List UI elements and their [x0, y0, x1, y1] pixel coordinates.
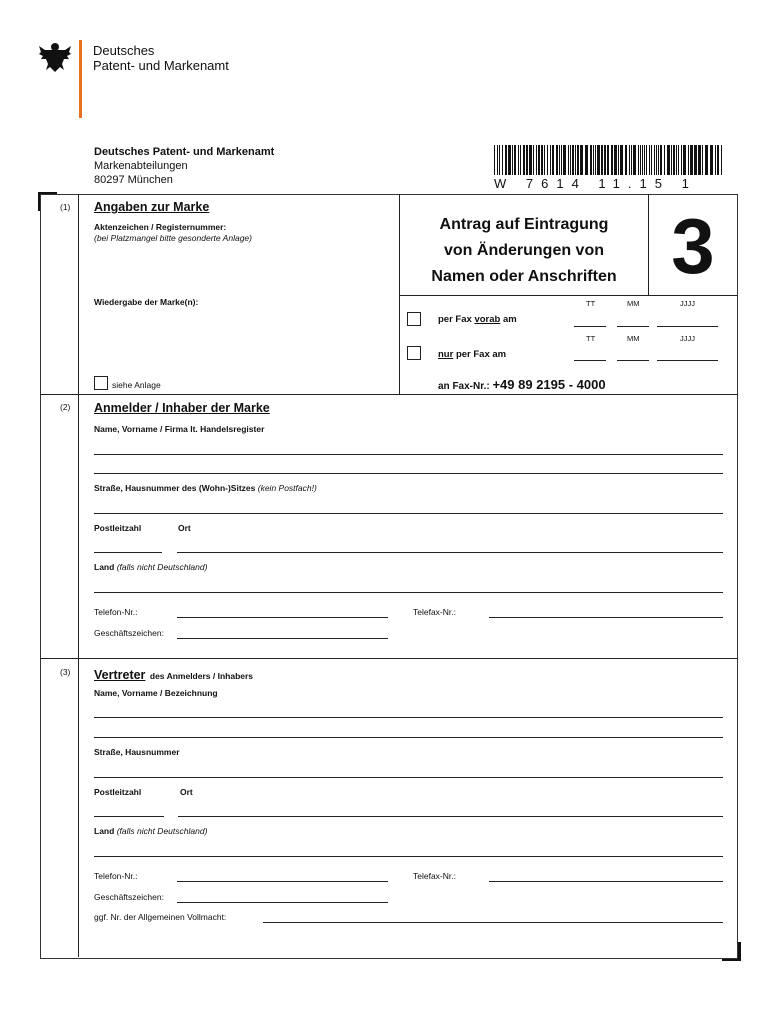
s2-telefax-field[interactable] — [489, 617, 723, 618]
section-1-title: Angaben zur Marke — [94, 200, 210, 214]
barcode-bar — [585, 145, 588, 175]
barcode-bar — [690, 145, 693, 175]
section-3-title-main: Vertreter — [94, 668, 146, 682]
fax1-tt-field[interactable] — [574, 326, 606, 327]
fax1-jjjj-field[interactable] — [657, 326, 718, 327]
barcode-bar — [520, 145, 521, 175]
barcode-bar — [717, 145, 719, 175]
barcode-bar — [656, 145, 657, 175]
siehe-anlage-checkbox[interactable] — [94, 376, 108, 390]
s2-land-hint: (falls nicht Deutschland) — [116, 562, 208, 572]
s3-ort-field[interactable] — [178, 816, 723, 817]
barcode-bar — [618, 145, 619, 175]
barcode — [494, 145, 724, 179]
barcode-bar — [688, 145, 689, 175]
barcode-text: W 7614 11.15 1 — [494, 176, 697, 191]
s3-land-label — [94, 826, 207, 836]
nur-fax-checkbox[interactable] — [407, 346, 421, 360]
barcode-bar — [607, 145, 609, 175]
s2-zeichen-field[interactable] — [177, 638, 388, 639]
s2-land-label — [94, 562, 207, 572]
s3-telefon-label: Telefon-Nr.: — [94, 871, 138, 881]
orange-accent-bar — [79, 40, 82, 118]
barcode-bar — [694, 145, 697, 175]
s2-name-field-2[interactable] — [94, 473, 723, 474]
form-title — [400, 212, 648, 290]
s3-street-field[interactable] — [94, 777, 723, 778]
s3-land-field[interactable] — [94, 856, 723, 857]
barcode-bar — [533, 145, 534, 175]
fax-vorab-label — [438, 314, 517, 325]
s2-name-label: Name, Vorname / Firma lt. Handelsregister — [94, 424, 265, 434]
barcode-bar — [538, 145, 540, 175]
barcode-bar — [721, 145, 722, 175]
recipient-address — [94, 145, 274, 187]
barcode-bar — [593, 145, 594, 175]
barcode-bar — [651, 145, 652, 175]
barcode-bar — [715, 145, 716, 175]
fax-number-label: an Fax-Nr.: — [438, 381, 493, 392]
s2-telefon-field[interactable] — [177, 617, 388, 618]
address-line-2: Markenabteilungen — [94, 160, 188, 172]
form-title-line-1: Antrag auf Eintragung — [439, 216, 609, 233]
address-line-3: 80297 München — [94, 174, 173, 186]
form-title-line-2: von Änderungen von — [444, 242, 604, 259]
fax1-date-tt: TT — [586, 299, 596, 308]
barcode-bar — [523, 145, 525, 175]
barcode-bar — [552, 145, 554, 175]
barcode-bar — [559, 145, 560, 175]
s2-zeichen-label: Geschäftszeichen: — [94, 628, 164, 638]
fax1-date-jjjj: JJJJ — [680, 299, 695, 308]
s2-land-label-text: Land — [94, 562, 115, 572]
s3-vollmacht-label: ggf. Nr. der Allgemeinen Vollmacht: — [94, 912, 227, 922]
section-3-title-suffix: des Anmelders / Inhabers — [149, 671, 254, 681]
barcode-bar — [505, 145, 507, 175]
s2-plz-field[interactable] — [94, 552, 162, 553]
agency-name — [93, 43, 229, 73]
s3-name-field-2[interactable] — [94, 737, 723, 738]
barcode-bar — [620, 145, 623, 175]
s3-land-label-text: Land — [94, 826, 115, 836]
barcode-bar — [556, 145, 558, 175]
barcode-bar — [633, 145, 636, 175]
barcode-bar — [683, 145, 686, 175]
barcode-bar — [705, 145, 708, 175]
fax2-date-mm: MM — [627, 334, 640, 343]
address-line-1: Deutsches Patent- und Markenamt — [94, 146, 275, 158]
barcode-bar — [597, 145, 600, 175]
form-frame — [40, 194, 738, 959]
fax-vorab-post: am — [500, 314, 517, 325]
barcode-bar — [570, 145, 571, 175]
barcode-bar — [681, 145, 682, 175]
s2-street-hint: (kein Postfach!) — [257, 483, 317, 493]
federal-eagle-logo — [38, 40, 72, 74]
barcode-bar — [646, 145, 647, 175]
barcode-bar — [544, 145, 545, 175]
s3-name-field-1[interactable] — [94, 717, 723, 718]
s3-zeichen-label: Geschäftszeichen: — [94, 892, 164, 902]
fax-vorab-underlined: vorab — [474, 314, 501, 325]
barcode-bar — [502, 145, 503, 175]
barcode-bar — [499, 145, 500, 175]
barcode-bar — [614, 145, 617, 175]
barcode-bar — [590, 145, 592, 175]
barcode-bar — [494, 145, 495, 175]
fax2-date-jjjj: JJJJ — [680, 334, 695, 343]
barcode-bar — [644, 145, 645, 175]
barcode-bar — [561, 145, 562, 175]
section-divider-2-3 — [40, 658, 737, 659]
fax-number-line — [438, 376, 606, 394]
s3-zeichen-field[interactable] — [177, 902, 388, 903]
barcode-bar — [580, 145, 583, 175]
fax2-jjjj-field[interactable] — [657, 360, 718, 361]
section-1-number: (1) — [60, 202, 71, 212]
section-3-number: (3) — [60, 667, 71, 677]
barcode-bar — [640, 145, 641, 175]
barcode-bar — [638, 145, 639, 175]
barcode-bar — [577, 145, 579, 175]
barcode-bar — [676, 145, 677, 175]
barcode-bar — [673, 145, 675, 175]
s3-name-label: Name, Vorname / Bezeichnung — [94, 688, 218, 698]
nur-fax-underlined: nur — [438, 349, 454, 360]
barcode-bar — [625, 145, 627, 175]
barcode-bar — [667, 145, 670, 175]
fax1-mm-field[interactable] — [617, 326, 649, 327]
fax1-date-mm: MM — [627, 299, 640, 308]
s3-plz-field[interactable] — [94, 816, 164, 817]
section-3-title — [94, 666, 253, 684]
aktenzeichen-label: Aktenzeichen / Registernummer: — [94, 222, 227, 232]
barcode-bar — [649, 145, 650, 175]
aktenzeichen-hint: (bei Platzmangel bitte gesonderte Anlage) — [94, 233, 252, 243]
barcode-bar — [710, 145, 713, 175]
fax-vorab-pre: per Fax — [438, 314, 475, 325]
s3-telefax-label: Telefax-Nr.: — [413, 871, 456, 881]
barcode-bar — [563, 145, 566, 175]
nur-fax-post: per Fax am — [453, 349, 507, 360]
barcode-bar — [678, 145, 679, 175]
barcode-bar — [536, 145, 537, 175]
barcode-bar — [508, 145, 511, 175]
fax-vorab-checkbox[interactable] — [407, 312, 421, 326]
s2-telefax-label: Telefax-Nr.: — [413, 607, 456, 617]
s3-plz-label: Postleitzahl — [94, 787, 142, 797]
barcode-bar — [568, 145, 569, 175]
s2-street-label-text: Straße, Hausnummer des (Wohn-)Sitzes — [94, 483, 256, 493]
barcode-bar — [698, 145, 701, 175]
wiedergabe-label: Wiedergabe der Marke(n): — [94, 297, 199, 307]
barcode-bar — [541, 145, 543, 175]
section-2-title: Anmelder / Inhaber der Marke — [94, 401, 270, 415]
agency-line-1: Deutsches — [93, 43, 155, 58]
barcode-bar — [526, 145, 528, 175]
s2-name-field-1[interactable] — [94, 454, 723, 455]
barcode-bar — [529, 145, 532, 175]
fax2-tt-field[interactable] — [574, 360, 606, 361]
s3-land-hint: (falls nicht Deutschland) — [116, 826, 208, 836]
s2-ort-label: Ort — [178, 523, 191, 533]
s2-telefon-label: Telefon-Nr.: — [94, 607, 138, 617]
barcode-bar — [575, 145, 576, 175]
s2-street-field[interactable] — [94, 513, 723, 514]
barcode-bar — [604, 145, 606, 175]
title-box-bottom-border — [399, 295, 737, 296]
fax2-mm-field[interactable] — [617, 360, 649, 361]
barcode-bar — [547, 145, 548, 175]
barcode-bar — [514, 145, 516, 175]
barcode-bar — [572, 145, 574, 175]
section-2-number: (2) — [60, 402, 71, 412]
barcode-bar — [550, 145, 551, 175]
barcode-bar — [660, 145, 662, 175]
agency-line-2: Patent- und Markenamt — [93, 58, 229, 73]
s3-ort-label: Ort — [180, 787, 193, 797]
s2-ort-field[interactable] — [177, 552, 723, 553]
s3-telefax-field[interactable] — [489, 881, 723, 882]
barcode-bar — [629, 145, 630, 175]
s3-telefon-field[interactable] — [177, 881, 388, 882]
barcode-bar — [518, 145, 519, 175]
number-column-divider — [78, 194, 79, 957]
barcode-bar — [664, 145, 665, 175]
barcode-bar — [595, 145, 596, 175]
s3-street-label: Straße, Hausnummer — [94, 747, 180, 757]
s2-land-field[interactable] — [94, 592, 723, 593]
barcode-bar — [512, 145, 513, 175]
barcode-bar — [671, 145, 672, 175]
barcode-bar — [497, 145, 498, 175]
barcode-bar — [654, 145, 655, 175]
barcode-bar — [702, 145, 703, 175]
barcode-bar — [611, 145, 613, 175]
fax-number-value: +49 89 2195 - 4000 — [492, 377, 606, 392]
nur-fax-label — [438, 349, 506, 360]
barcode-bar — [658, 145, 659, 175]
form-number: 3 — [671, 202, 715, 290]
form-title-line-3: Namen oder Anschriften — [431, 268, 617, 285]
fax2-date-tt: TT — [586, 334, 596, 343]
barcode-bar — [642, 145, 643, 175]
barcode-bar — [601, 145, 603, 175]
s3-vollmacht-field[interactable] — [263, 922, 723, 923]
section-divider-1-2 — [40, 394, 737, 395]
siehe-anlage-label: siehe Anlage — [112, 380, 161, 390]
s2-plz-label: Postleitzahl — [94, 523, 142, 533]
barcode-bar — [631, 145, 632, 175]
s2-street-label — [94, 483, 317, 493]
